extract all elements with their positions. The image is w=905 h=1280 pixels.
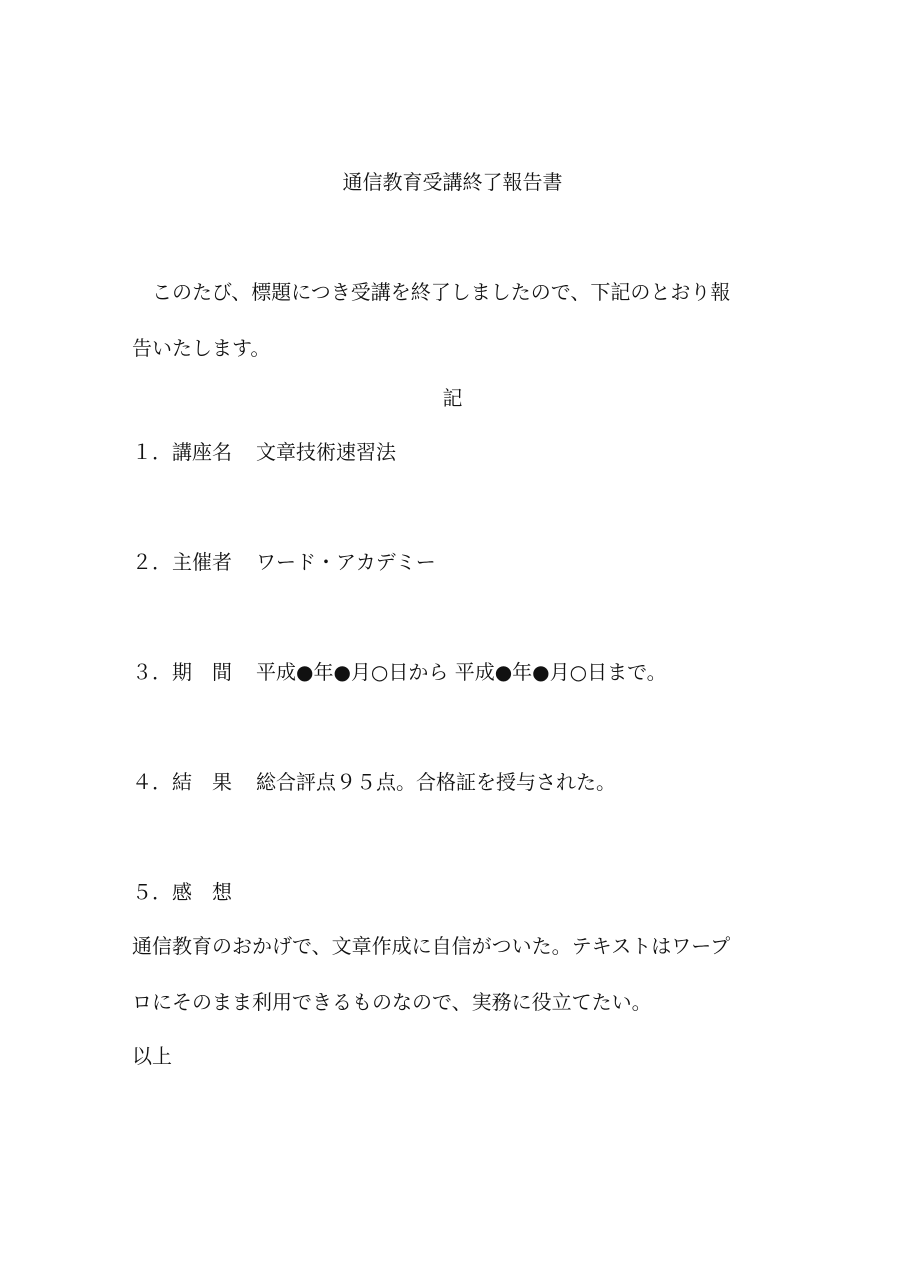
item-number: １． xyxy=(132,440,172,464)
item-period xyxy=(132,659,667,685)
item-label: 講座名 xyxy=(172,440,232,464)
closing-ijou: 以上 xyxy=(132,1044,172,1068)
item-course-name xyxy=(132,439,396,465)
item-number: ４． xyxy=(132,770,172,794)
item-value: 文章技術速習法 xyxy=(256,440,396,464)
ki-heading: 記 xyxy=(442,386,463,410)
impression-line-2: ロにそのまま利用できるものなので、実務に役立てたい。 xyxy=(132,990,652,1014)
item-label: 感 想 xyxy=(172,880,232,904)
impression-line-1: 通信教育のおかげで、文章作成に自信がついた。テキストはワープ xyxy=(132,934,731,958)
item-value: 総合評点９５点。合格証を授与された。 xyxy=(256,770,616,794)
item-number: ２． xyxy=(132,550,172,574)
item-number: ５． xyxy=(132,880,172,904)
item-impression xyxy=(132,879,256,905)
item-label: 期 間 xyxy=(172,660,232,684)
item-number: ３． xyxy=(132,660,172,684)
item-result xyxy=(132,769,616,795)
item-organizer xyxy=(132,549,436,575)
item-label: 結 果 xyxy=(172,770,232,794)
intro-line-1: このたび、標題につき受講を終了しましたので、下記のとおり報 xyxy=(132,280,731,304)
item-label: 主催者 xyxy=(172,550,232,574)
intro-line-2: 告いたします。 xyxy=(132,336,271,360)
item-value: 平成●年●月○日から 平成●年●月○日まで。 xyxy=(256,660,667,684)
item-value: ワード・アカデミー xyxy=(256,550,436,574)
document-title: 通信教育受講終了報告書 xyxy=(342,170,563,194)
